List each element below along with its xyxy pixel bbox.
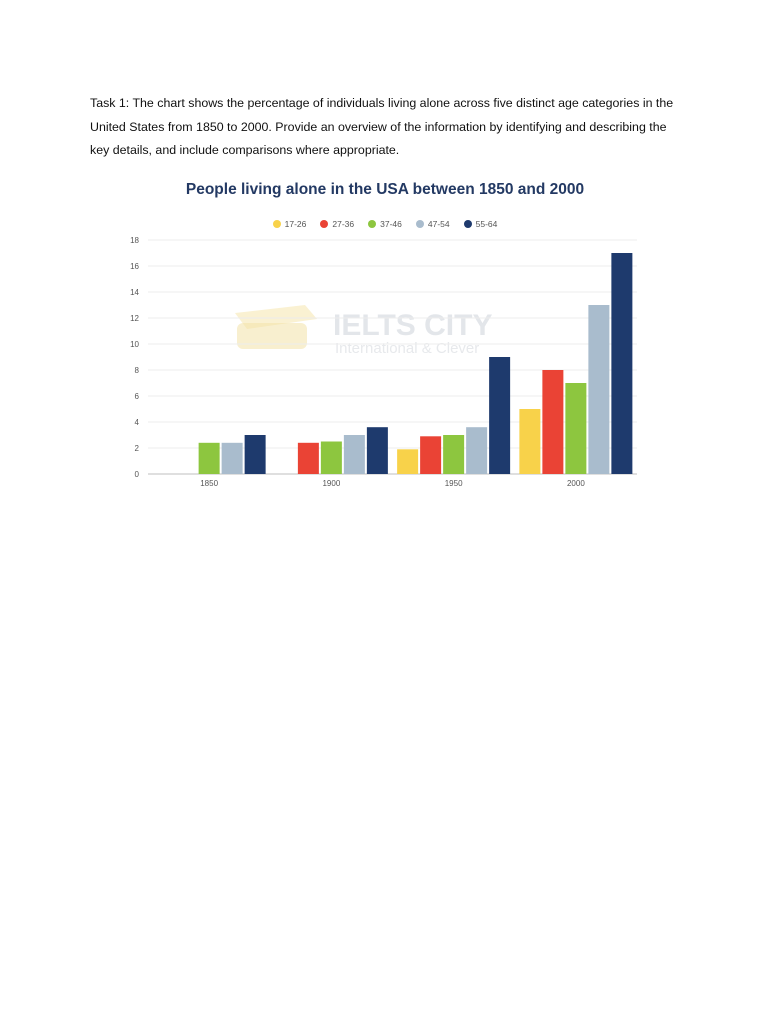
y-tick-label: 2	[134, 444, 139, 453]
bar-27-36-2000	[542, 370, 563, 474]
bar-27-36-1900	[298, 443, 319, 474]
watermark-subtext: International & Clever	[335, 340, 480, 357]
y-tick-label: 14	[130, 288, 139, 297]
x-tick-label: 1900	[322, 479, 341, 488]
bar-47-54-1950	[466, 427, 487, 474]
bar-55-64-2000	[611, 253, 632, 474]
bar-37-46-2000	[565, 383, 586, 474]
x-tick-label: 2000	[566, 479, 585, 488]
legend-label: 55-64	[475, 219, 498, 229]
bar-47-54-1850	[222, 443, 243, 474]
bar-55-64-1950	[489, 357, 510, 474]
x-tick-label: 1950	[444, 479, 463, 488]
chart-plot	[115, 175, 655, 505]
watermark-logo-shape	[237, 323, 307, 349]
legend-label: 37-46	[380, 219, 402, 229]
legend-label: 17-26	[284, 219, 307, 229]
bar-55-64-1900	[367, 427, 388, 474]
legend-label: 27-36	[332, 219, 355, 229]
y-tick-label: 0	[134, 470, 139, 479]
y-tick-label: 6	[134, 392, 139, 401]
bar-37-46-1950	[443, 435, 464, 474]
bar-27-36-1950	[420, 436, 441, 474]
y-tick-label: 4	[134, 418, 139, 427]
bar-17-26-1950	[397, 449, 418, 474]
x-tick-label: 1850	[200, 479, 219, 488]
legend-label: 47-54	[427, 219, 450, 229]
y-tick-label: 16	[130, 262, 139, 271]
y-tick-label: 8	[134, 366, 139, 375]
task-instructions: Task 1: The chart shows the percentage of individuals living alone across five distinct age categories in the United States from 1850 to 2000. Provide an overview of the information by identifying and describing the key details, and include comparisons where appropriate.	[90, 96, 674, 157]
bar-55-64-1850	[245, 435, 266, 474]
y-tick-label: 10	[130, 340, 139, 349]
bar-17-26-2000	[519, 409, 540, 474]
bar-47-54-2000	[588, 305, 609, 474]
bar-chart	[115, 175, 655, 505]
chart-title: People living alone in the USA between 1850 and 2000	[185, 181, 585, 198]
y-tick-label: 18	[130, 236, 139, 245]
y-tick-label: 12	[130, 314, 139, 323]
bar-37-46-1900	[321, 442, 342, 475]
watermark-text: IELTS CITY	[333, 309, 493, 342]
bar-47-54-1900	[344, 435, 365, 474]
bar-37-46-1850	[199, 443, 220, 474]
